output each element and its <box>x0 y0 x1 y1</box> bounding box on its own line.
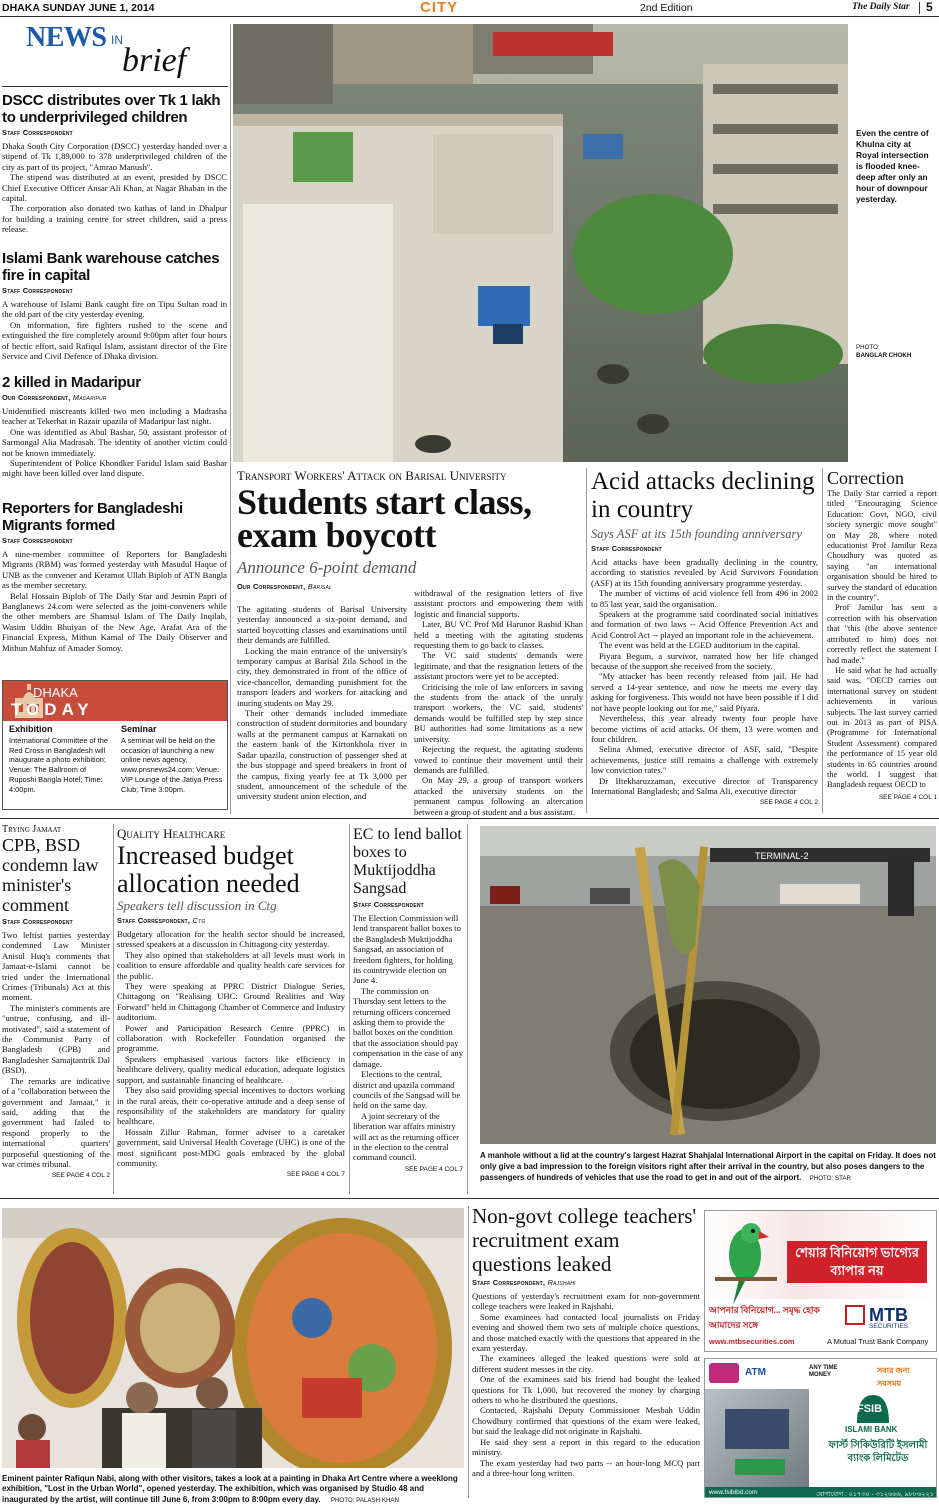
brief-byline: Our Correspondent, Madaripur <box>2 393 107 402</box>
cpb-headline: CPB, BSD condemn law minister's comment <box>2 835 99 915</box>
fsib-top-strip <box>705 1359 937 1387</box>
page-number: 5 <box>926 0 933 14</box>
manhole-photo <box>480 826 936 1144</box>
budget-body: Budgetary allocation for the health sector should be increased, stressed speakers at a discussion in Chittagong city yesterday. They also opined that stakeholders at all levels must work in coalition to ensure affordable and quality health care services for the public. They were speaking at PPRC District Dialogue Series, Chittagong on "Realising UHC: Ground Realities and Way Forward" held in Chittagong Chamber of Commerce and Industry auditorium. Power and Participation Research Centre (PPRC) in collaboration with Rockefeller Foundation organised the programme. Speakers emphasised various factors like efficiency in healthcare delivery, quality medical education, adequate logistics support, and sustainable financing of healthcare. They also said providing special incentives to doctors working in the rural areas, their co-operative attitude and a deep sense of responsibility of the stakeholders are mandatory for quality healthcare. Hossain Zillur Rahman, former adviser to a caretaker government, said Universal Health Coverage (UHC) is one of the most significant post-MDG goals embraced by the global community. <box>117 929 345 1168</box>
acid-body: Acid attacks have been gradually declining in the country, according to statistics revealed by Acid Survivors Foundation (ASF) at its 15th founding anniversary programme yesterday. The number of victims of acid violence fell from 496 in 2002 to 85 last year, said the organisation. Speakers at the programme said coordinated social initiatives and formation of two laws -- Acid Offence Prevention Act and Acid Control Act -- played an important role in the achievement. The event was held at the LGED auditorium in the capital. Piyara Begum, a survivor, narrated how her life changed because of the support she received from the society. "My attacker has been recently released from jail. He had served a 14-year sentence, and now he meets me every day asking for forgiveness. This would not have been possible if I did not have people looking out for me," said Piyara. Nevertheless, this year already twenty four people have become victims of acid attacks. Of them, 13 were women and four children. Selina Ahmed, executive director of ASF, said, "Despite achievements, justice still remains a challenge with extremely low conviction rates." Dr Iftekharuzzaman, executive director of Transparency International Bangladesh; and Salma Ali, executive director <box>591 557 818 796</box>
in-label: IN <box>111 33 123 47</box>
fsib-phone: যোগাযোগ : ০১৭৩০ - ৩১২৬৬৬, ৯৮৮৬২২১ <box>816 1491 934 1498</box>
any-time-label: ANY TIME MONEY <box>809 1365 838 1378</box>
acid-deck: Says ASF at its 15th founding anniversary <box>591 527 802 541</box>
brief-label: brief <box>122 42 187 79</box>
card-icon <box>709 1363 739 1383</box>
cpb-byline: Staff Correspondent <box>2 917 73 926</box>
fsib-slogan: সবার জন্য সবসময় <box>877 1366 910 1388</box>
brief-headline: 2 killed in Madaripur <box>2 374 141 391</box>
brief-headline: Islami Bank warehouse catches fire in capital <box>2 250 220 284</box>
fsib-url[interactable]: www.fsiblbd.com <box>709 1489 758 1496</box>
brief-byline: Staff Correspondent <box>2 536 73 545</box>
budget-story <box>117 826 345 1178</box>
lead-story <box>237 468 582 595</box>
mtb-logo: MTB SECURITIES <box>845 1305 908 1330</box>
lead-byline: Our Correspondent, Barisal <box>237 582 332 591</box>
fsib-footer <box>705 1487 937 1498</box>
correction-headline: Correction <box>827 468 904 488</box>
budget-headline: Increased budget allocation needed <box>117 841 300 898</box>
teachers-body: Questions of yesterday's recruitment exam for non-government college teachers were leaked in Rajshahi. Some examinees had contacted local journalists on Friday evening and showed them two sets of multiple choice questions, and those matched exactly with the questions that appeared in the exam yesterday. The examinees alleged the leaked questions were sold at different student messes in the city. One of the examinees said his friend had bought the leaked questions for Tk 1,000, but recovered the money by charging others to who he distributed the questions. Contacted, Rajshahi Deputy Commissioner Mesbah Uddin Chowdhury confirmed that questions of the exam were leaked, but said the leakage did not originate in Rajshahi. He said they sent a report in this regard to the education ministry. The exam yesterday had two parts -- an hour-long MCQ part and a three-hour long written. <box>472 1291 700 1478</box>
teachers-byline: Staff Correspondent, Rajshahi <box>472 1278 576 1287</box>
brief-byline: Staff Correspondent <box>2 128 73 137</box>
cpb-body: Two leftist parties yesterday condemned Law Minister Anisul Huq's comments that Jamaat-e-Islami cannot be tried under the International Crimes (Tribunals) Act at this moment. The minister's comments are "untrue, confusing, and ill-motivated", said a statement of the Communist Party of Bangladesh (CPB) and Bangladesher Samajtantrik Dal (BSD). The remarks are indicative of a "collaboration between the government and Jamaat," it said, adding that the government had failed to respond properly to the international quarters' purposeful questioning of the war crimes tribunal. <box>2 930 110 1169</box>
brief-1 <box>2 92 227 235</box>
brief-byline: Staff Correspondent <box>2 286 73 295</box>
ec-jump: SEE PAGE 4 COL 7 <box>404 1165 463 1173</box>
edition: 2nd Edition <box>640 2 693 14</box>
lead-headline: Students start class, exam boycott <box>237 482 532 555</box>
svg-text:TERMINAL-2: TERMINAL-2 <box>755 851 809 861</box>
dhaka-today-banner <box>3 681 227 721</box>
fsib-bengali-name: ফার্স্ট সিকিউরিটি ইসলামী ব্যাংক লিমিটেড <box>828 1440 928 1464</box>
budget-kicker: Quality Healthcare <box>117 826 226 841</box>
dhaka-label: DHAKA <box>33 685 78 700</box>
correction-jump: SEE PAGE 4 COL 1 <box>878 793 937 801</box>
news-label: NEWS <box>26 22 107 53</box>
brief-body: A warehouse of Islami Bank caught fire on Tipu Sultan road in the old part of the city yesterday evening. On information, fire fighters rushed to the scene and extinguished the fire completely around 9:00pm after four hours of hectic effort, said Rafiqul Islam, assistant director of the Fire Service and Civil Defence of Dhaka division. <box>2 299 227 362</box>
masthead <box>0 0 939 18</box>
correction-story <box>827 468 937 801</box>
flood-photo-caption: Even the centre of Khulna city at Royal intersection is flooded knee-deep after only an hour of downpour yesterday. <box>856 128 929 204</box>
teachers-headline: Non-govt college teachers' recruitment exam questions leaked <box>472 1204 697 1276</box>
teachers-story <box>472 1204 700 1478</box>
section-title: CITY <box>420 0 459 16</box>
budget-deck: Speakers tell discussion in Ctg <box>117 898 277 913</box>
budget-byline: Staff Correspondent, Ctg <box>117 916 206 925</box>
atm-label: ATM <box>745 1367 766 1378</box>
brief-body: Unidentified miscreants killed two men including a Madrasha teacher at Tekerhat in Razair upazila of Madaripur last night. One was identified as Abul Bashar, 50, assistant professor of Sarmongal Alia Madrasah. The identity of another victim could not be known immediately. Superintendent of Police Khondker Faridul Islam said Bashar might have been killed over land dispute. <box>2 406 227 479</box>
ec-byline: Staff Correspondent <box>353 900 424 909</box>
acid-story <box>591 468 818 806</box>
manhole-photo-caption: A manhole without a lid at the country's largest Hazrat Shahjalal International Airport in the capital on Friday. It does not only give a bad impression to the foreign visitors right after their arrival in the country, but also poses dangers to the passengers of hundreds of vehicles that use the road to get in and out of the airport. PHOTO: STAR <box>480 1151 936 1182</box>
dateline: DHAKA SUNDAY JUNE 1, 2014 <box>2 2 155 14</box>
mtb-url[interactable]: www.mtbsecurities.com <box>709 1337 795 1346</box>
mtb-tagline: A Mutual Trust Bank Company <box>827 1337 929 1346</box>
correction-body: The Daily Star carried a report titled "Encouraging Science Education: Govt, NGO, civil society synergic move sought" on May 28, where noted educationist Prof Jamilur Reza Choudhury was quoted as saying "an international organisation should be hired to survey the standard of education in the country". Prof Jamilur has sent a correction with his observation that "this (the above sentence attributed to him) does not correctly reflect the statement I had made." He said what he had actually said was, "OECD carries out international survey on student achievements in various subjects. The last survey carried out in 2013 as part of PISA (Programme for International Student Assessment) compared the performance of 15 year old students in 65 countries around the world. I suggest that Bangladesh request OECD to <box>827 489 937 790</box>
lead-kicker: Transport Workers' Attack on Barisal University <box>237 468 507 483</box>
paper-name: The Daily Star <box>852 2 910 12</box>
mtb-logo-icon <box>845 1305 865 1325</box>
manhole-road-image <box>480 826 936 1144</box>
mtb-bengali-head: শেয়ার বিনিয়োগ ভাগ্যের ব্যাপার নয় <box>787 1241 927 1283</box>
flood-photo-credit: PHOTO: BANGLAR CHOKH <box>856 344 912 359</box>
art-gallery-image <box>2 1208 464 1468</box>
news-in-brief-header <box>26 22 226 82</box>
mtb-bengali-sub: আপনার বিনিয়োগ... সমৃদ্ধ হোক আমাদের সঙ্গে <box>709 1305 820 1330</box>
art-exhibition-photo <box>2 1208 464 1468</box>
lead-body-col1: The agitating students of Barisal University yesterday announced a six-point demand, and started boycotting classes and examinations until their demands are fulfilled. Locking the main entrance of the university's temporary campus at Barisal Zila School in the city, they demonstrated in front of the office of vice-chancellor, demanding punishment for the transport leaders and workers for attacking and inuring students on May 29. Their other demands included immediate construction of student dormitories and boundary walls at the permanent campus at Karnakati on the eastern bank of the Kirtonkhola river in Sadar upazila, construction of passenger shed at the bus stoppage and speed breakers in front of the campus, fixing yearly fee at Tk 3,000 per student, announcement of the schedule of the university student union election, and <box>237 604 407 802</box>
art-photo-caption: Eminent painter Rafiqun Nabi, along with other visitors, takes a look at a painting in Dhaka Art Centre where a weeklong exhibition, "Lost in the Urban World", opened yesterday. The exhibition, which was organised by Studio 48 and inaugurated by the artist, will continue till June 6, from 3:00pm to 8:00pm every day. PHOTO: PALASH KHAN <box>2 1474 458 1504</box>
ec-body: The Election Commission will lend transparent ballot boxes to the Bangladesh Muktijoddha Sangsad, an association of freedom fighters, for holding its countrywide election on June 4. The commission on Thursday sent letters to the returning officers concerned asking them to provide the ballot boxes on the condition that the association should pay compensation in the case of any damage. Elections to the central, district and upazila command councils of the Sangsad will be held on the same day. A joint secretary of the liberation war affairs ministry will act as the returning officer in the election to the central command council. <box>353 913 464 1163</box>
acid-jump: SEE PAGE 4 COL 2 <box>759 799 818 807</box>
acid-byline: Staff Correspondent <box>591 544 662 553</box>
flood-photo <box>233 24 848 462</box>
fsib-bank-label: ISLAMI BANK <box>845 1425 898 1434</box>
acid-headline: Acid attacks declining in country <box>591 468 815 523</box>
ec-story <box>353 826 463 1173</box>
flooded-street-image <box>233 24 848 462</box>
lead-body-col2: withdrawal of the resignation letters of five assistant proctors and empowering them with logistic and financial supports. Later, BU VC Prof Md Harunor Rashid Khan held a meeting with the agitating students requesting them to go back to classes. The VC said students' demands were legitimate, and that the resignation letters of the assistant proctors were yet to be accepted. Criticising the role of law enforcers in saving the students from the attack of the unruly transport workers, the VC said, students' demands would be fulfilled step by step since BU authorities had some limitations as a new university. Rejecting the request, the agitating students vowed to continue their movement until their demands are fulfilled. On May 29, a group of transport workers attacked the university students on the permanent campus following an altercation between a group of student and a bus assistant. <box>414 588 583 817</box>
brief-body: Dhaka South City Corporation (DSCC) yesterday handed over a stipend of Tk 1,89,000 to 378 underprivileged children of the city as part of its project, "Amrao Manush". The stipend was distributed at an event, presided by DSCC Chief Executive Officer Ansar Ali Khan, at Nagar Bhaban in the capital. The corporation also donated two kathas of land in Dhalpur for building a training centre for street children, said a press release. <box>2 141 227 235</box>
atm-machine-image <box>705 1389 809 1498</box>
brief-headline: Reporters for Bangladeshi Migrants formed <box>2 500 183 534</box>
dhaka-today-item: Seminar A seminar will be held on the occasion of launching a new online news agency, www.pnsnews24.com; Venue: VIP Lounge of the Jatiya Press Club; Time 3:00pm. <box>121 724 223 794</box>
parrot-icon <box>715 1219 777 1307</box>
cpb-story <box>2 824 110 1179</box>
brief-2 <box>2 250 227 361</box>
cpb-kicker: Trying Jamaat <box>2 824 62 835</box>
cpb-jump: SEE PAGE 4 COL 2 <box>51 1172 110 1180</box>
lead-deck: Announce 6-point demand <box>237 558 417 577</box>
brief-headline: DSCC distributes over Tk 1 lakh to underprivileged children <box>2 92 221 126</box>
fsib-logo: FSIB <box>857 1403 883 1415</box>
fsib-ad[interactable] <box>704 1358 937 1498</box>
today-label: TODAY <box>11 700 94 719</box>
budget-jump: SEE PAGE 4 COL 7 <box>286 1171 345 1179</box>
brief-4 <box>2 500 227 653</box>
mtb-ad[interactable] <box>704 1210 937 1352</box>
ec-headline: EC to lend ballot boxes to Muktijoddha Sangsad <box>353 826 462 897</box>
brief-3 <box>2 374 227 479</box>
dhaka-today-item: Exhibition International Committee of the Red Cross in Bangladesh will inaugurate a photo exhibition; Venue: The Ballroom of Ruposhi Bangla Hotel; Time: 4:00pm. <box>9 724 109 794</box>
dhaka-today-box <box>2 680 228 810</box>
brief-body: A nine-member committee of Reporters for Bangladeshi Migrants (RBM) was formed yesterday with Masudul Haque of UNB as the convener and Keramot Ullah Biplob of ATN Bangla as the member secretary. Belal Hossain Biplob of The Daily Star and Jesmin Papri of Banglanews 24.com were selected as the joint-conveners while the other members are Shamsul Islam of The Daily Inqilab, Wasim Uddin Bhuiyan of the New Age, Arafat Ara of the Financial Express, Mithun Kamal of The Daily Observer and Mithun Mahfuz of Amader Somoy. <box>2 549 227 653</box>
